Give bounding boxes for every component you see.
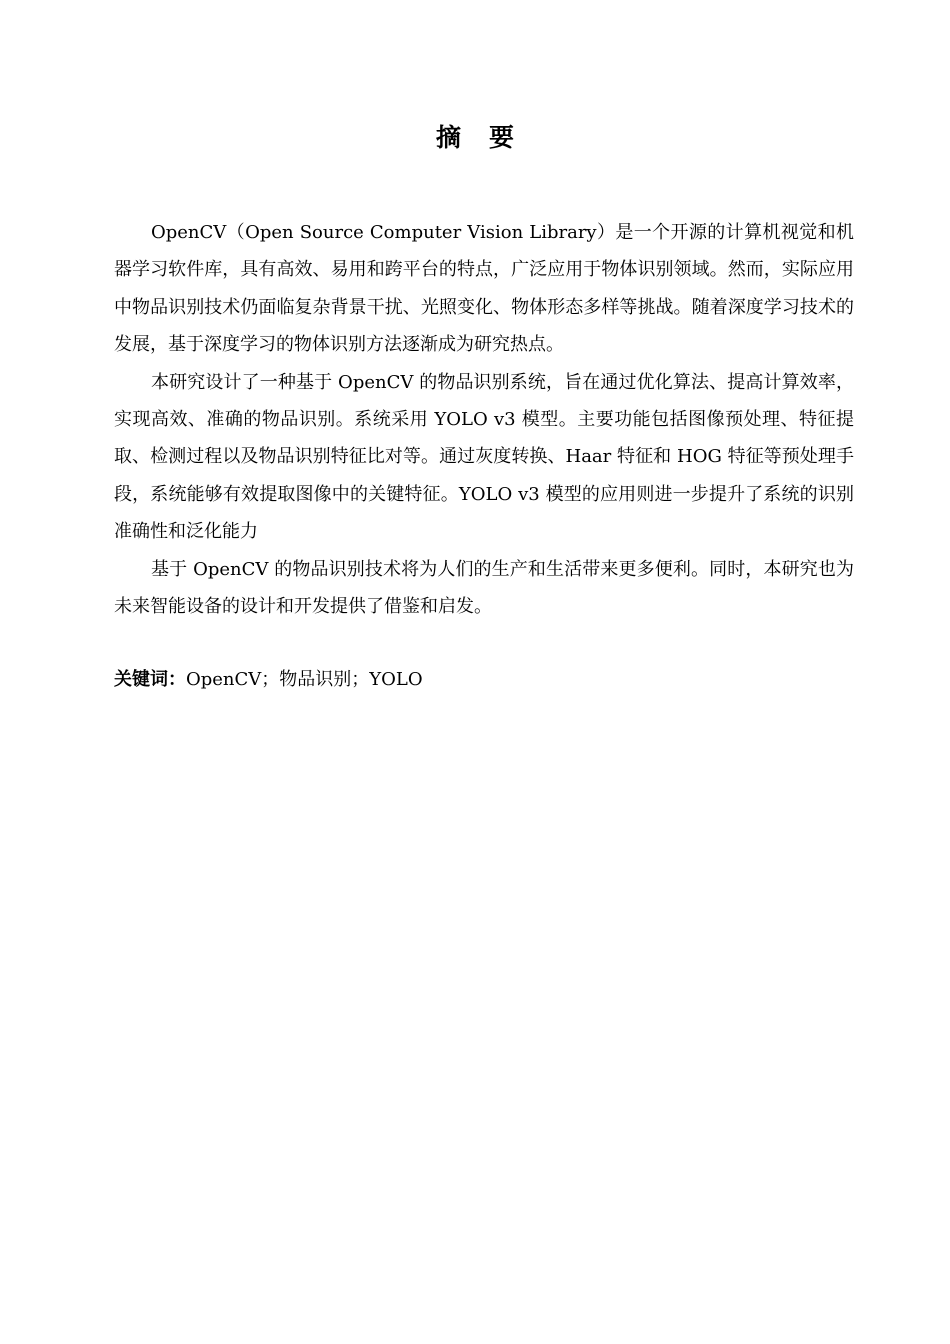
- abstract-title-part2: 要: [489, 123, 515, 152]
- keywords-label: 关键词：: [114, 669, 186, 690]
- abstract-title: [0, 120, 950, 156]
- keywords-values: OpenCV；物品识别；YOLO: [186, 669, 423, 690]
- abstract-title-part1: 摘: [435, 123, 461, 152]
- abstract-paragraph-1: OpenCV（Open Source Computer Vision Library）是一个开源的计算机视觉和机器学习软件库，具有高效、易用和跨平台的特点，广泛应用于物体识别领域。然而，实际应用中物品识别技术仍面临复杂背景干扰、光照变化、物体形态多样等挑战。随着深度学习技术的发展，基于深度学习的物体识别方法逐渐成为研究热点。: [114, 222, 854, 356]
- abstract-paragraph-3: 基于 OpenCV 的物品识别技术将为人们的生产和生活带来更多便利。同时，本研究也为未来智能设备的设计和开发提供了借鉴和启发。: [114, 558, 854, 618]
- abstract-body: [114, 214, 854, 625]
- abstract-paragraph-2: 本研究设计了一种基于 OpenCV 的物品识别系统，旨在通过优化算法、提高计算效率，实现高效、准确的物品识别。系统采用 YOLO v3 模型。主要功能包括图像预处理、特征提取、检测过程以及物品识别特征比对等。通过灰度转换、Haar 特征和 HOG 特征等预处理手段，系统能够有效提取图像中的关键特征。YOLO v3 模型的应用则进一步提升了系统的识别准确性和泛化能力: [114, 371, 854, 543]
- keywords-line: [114, 661, 854, 698]
